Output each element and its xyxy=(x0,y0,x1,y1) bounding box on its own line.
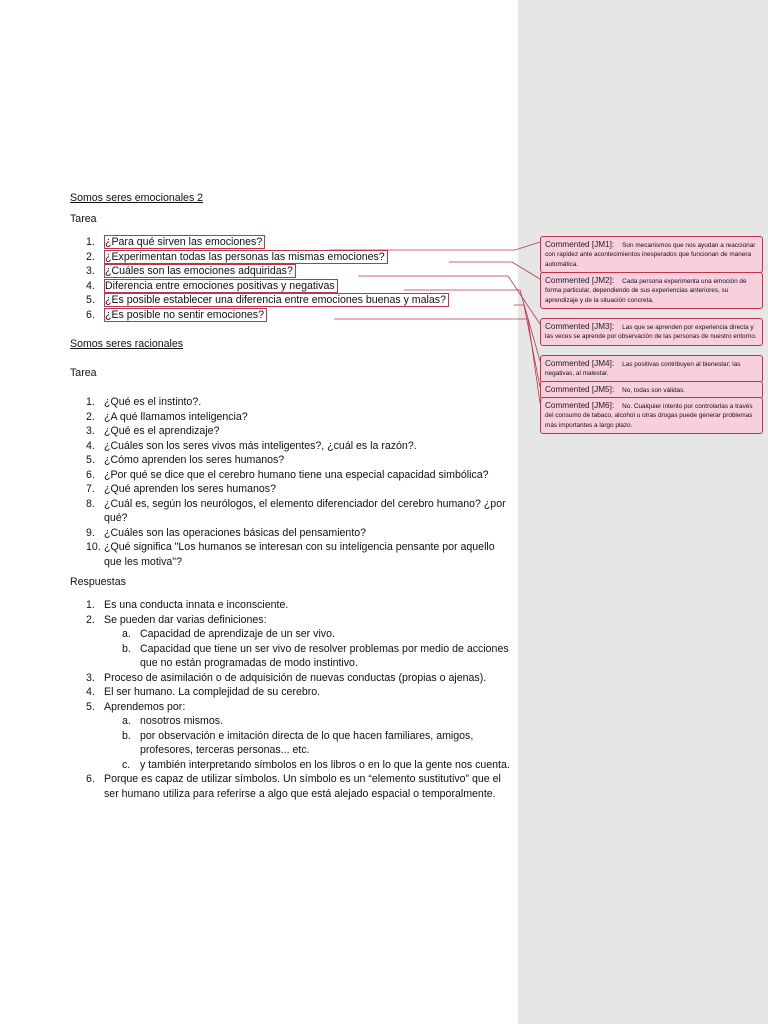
sub-list-item xyxy=(104,642,510,671)
comment-balloon-jm4[interactable] xyxy=(540,355,763,383)
list-text: Aprendemos por: xyxy=(104,700,186,713)
section-tarea-label: Tarea xyxy=(70,367,97,379)
commented-text[interactable]: ¿Cuáles son las emociones adquiridas? xyxy=(104,264,296,278)
list-number: 2. xyxy=(86,613,95,626)
list-number: 1. xyxy=(86,599,95,611)
comment-author: Commented [JM2]: xyxy=(545,276,615,285)
list-item xyxy=(70,685,510,700)
list-text: ¿Qué significa "Los humanos se interesan con su inteligencia pensante por aquello que les motiva"? xyxy=(104,541,495,568)
list-number: 4. xyxy=(86,686,95,698)
list-number: 3. xyxy=(86,671,95,684)
list-text: ¿A qué llamamos inteligencia? xyxy=(104,410,248,423)
comment-text: Las que se aprenden por experiencia directa y las veces se aprende por observación de las personas de nuestro entorno. xyxy=(545,324,757,341)
list-number: 5. xyxy=(86,454,95,466)
sub-list-letter: a. xyxy=(122,715,131,727)
list-item xyxy=(70,772,510,801)
emotion-questions-list xyxy=(70,235,510,322)
commented-text[interactable]: Diferencia entre emociones positivas y negativas xyxy=(104,279,338,293)
list-item xyxy=(70,598,510,613)
comment-balloon-jm3[interactable] xyxy=(540,318,763,346)
reason-questions-list xyxy=(70,395,510,569)
section-title-emocionales: Somos seres emocionales 2 xyxy=(70,192,204,204)
comment-text: Las positivas contribuyen al bienestar; las negativas, al malestar. xyxy=(545,361,741,378)
list-number: 3. xyxy=(86,265,95,277)
comment-balloon-jm2[interactable] xyxy=(540,272,763,309)
section-title-racionales: Somos seres racionales xyxy=(70,338,184,350)
list-item xyxy=(70,395,510,410)
list-text: Se pueden dar varias definiciones: xyxy=(104,613,267,626)
list-item xyxy=(70,453,510,468)
list-text: ¿Por qué se dice que el cerebro humano tiene una especial capacidad simbólica? xyxy=(104,468,489,481)
list-number: 7. xyxy=(86,483,95,495)
list-item xyxy=(70,700,510,773)
list-number: 2. xyxy=(86,250,95,263)
list-text: ¿Cómo aprenden los seres humanos? xyxy=(104,454,285,466)
list-text: Porque es capaz de utilizar símbolos. Un símbolo es un “elemento sustitutivo” que el ser humano utiliza para referirse a algo que está alejado espacial o temporalmente. xyxy=(104,773,501,800)
list-item xyxy=(70,250,510,265)
sub-list xyxy=(104,714,510,772)
list-item xyxy=(70,308,510,323)
sub-list-letter: a. xyxy=(122,628,131,640)
sub-list-text: y también interpretando símbolos en los libros o en lo que la gente nos cuenta. xyxy=(140,758,510,771)
list-number: 6. xyxy=(86,308,95,321)
list-item xyxy=(70,526,510,541)
list-item xyxy=(70,264,510,279)
list-number: 6. xyxy=(86,468,95,481)
list-item xyxy=(70,613,510,671)
list-text: ¿Cuáles son las operaciones básicas del pensamiento? xyxy=(104,526,367,539)
list-number: 5. xyxy=(86,294,95,306)
sub-list-item xyxy=(104,627,510,642)
list-text: Es una conducta innata e inconsciente. xyxy=(104,599,289,611)
list-text: ¿Qué es el aprendizaje? xyxy=(104,425,220,437)
comment-text: Son mecanismos que nos ayudan a reaccionar con rapidez ante acontecimientos inesperados que funcionan de manera automática. xyxy=(545,242,756,268)
comment-balloon-jm6[interactable] xyxy=(540,397,763,434)
commented-text[interactable]: ¿Es posible no sentir emociones? xyxy=(104,308,267,322)
section-tarea-label: Tarea xyxy=(70,213,97,225)
sub-list xyxy=(104,627,510,671)
list-number: 8. xyxy=(86,497,95,510)
list-number: 5. xyxy=(86,700,95,713)
list-item xyxy=(70,424,510,439)
list-number: 3. xyxy=(86,425,95,437)
list-item xyxy=(70,482,510,497)
sub-list-text: nosotros mismos. xyxy=(140,715,224,727)
comment-author: Commented [JM4]: xyxy=(545,359,615,368)
comment-pane xyxy=(518,0,768,1024)
list-text: ¿Qué es el instinto?. xyxy=(104,396,202,408)
list-text: ¿Cuáles son los seres vivos más inteligentes?, ¿cuál es la razón?. xyxy=(104,439,417,452)
list-item xyxy=(70,468,510,483)
commented-text[interactable]: ¿Para qué sirven las emociones? xyxy=(104,235,265,249)
comment-text: No. Cualquier intento por controlarlas a través del consumo de tabaco, alcohol u otras drogas puede generar problemas más importantes a largo plazo. xyxy=(545,403,753,429)
comment-balloon-jm1[interactable] xyxy=(540,236,763,273)
comment-author: Commented [JM6]: xyxy=(545,401,615,410)
list-item xyxy=(70,497,510,526)
sub-list-text: por observación e imitación directa de lo que hacen familiares, amigos, profesores, terceras personas... etc. xyxy=(140,729,474,756)
answers-list xyxy=(70,598,510,801)
list-item xyxy=(70,235,510,250)
comment-text: No, todas son válidas. xyxy=(622,387,686,394)
sub-list-letter: b. xyxy=(122,642,131,655)
list-text: ¿Cuál es, según los neurólogos, el elemento diferenciador del cerebro humano? ¿por qué? xyxy=(104,497,506,524)
commented-text[interactable]: ¿Experimentan todas las personas las mismas emociones? xyxy=(104,250,388,264)
answers-title: Respuestas xyxy=(70,576,126,588)
list-item xyxy=(70,293,510,308)
list-number: 4. xyxy=(86,439,95,452)
list-number: 4. xyxy=(86,279,95,292)
list-number: 10. xyxy=(86,541,101,553)
list-number: 9. xyxy=(86,526,95,539)
list-item xyxy=(70,439,510,454)
list-item xyxy=(70,671,510,686)
comment-author: Commented [JM5]: xyxy=(545,385,615,394)
list-text: Proceso de asimilación o de adquisición de nuevas conductas (propias o ajenas). xyxy=(104,671,487,684)
sub-list-letter: b. xyxy=(122,729,131,742)
sub-list-text: Capacidad de aprendizaje de un ser vivo. xyxy=(140,628,335,640)
comment-author: Commented [JM3]: xyxy=(545,322,615,331)
list-text: El ser humano. La complejidad de su cerebro. xyxy=(104,686,321,698)
list-number: 1. xyxy=(86,236,95,248)
commented-text[interactable]: ¿Es posible establecer una diferencia entre emociones buenas y malas? xyxy=(104,293,449,307)
comment-author: Commented [JM1]: xyxy=(545,240,615,249)
list-number: 1. xyxy=(86,396,95,408)
list-number: 6. xyxy=(86,773,95,785)
sub-list-item xyxy=(104,729,510,758)
sub-list-item xyxy=(104,758,510,773)
sub-list-text: Capacidad que tiene un ser vivo de resolver problemas por medio de acciones que no están programadas de modo instintivo. xyxy=(140,642,509,669)
list-item xyxy=(70,410,510,425)
sub-list-letter: c. xyxy=(122,758,131,771)
list-item xyxy=(70,540,510,569)
comment-text: Cada persona experimenta una emoción de forma particular, dependiendo de sus experiencias anteriores, su aprendizaje y de la situación concreta. xyxy=(545,278,747,304)
list-item xyxy=(70,279,510,294)
list-number: 2. xyxy=(86,410,95,423)
document-body xyxy=(70,0,515,1024)
list-text: ¿Qué aprenden los seres humanos? xyxy=(104,483,276,495)
sub-list-item xyxy=(104,714,510,729)
